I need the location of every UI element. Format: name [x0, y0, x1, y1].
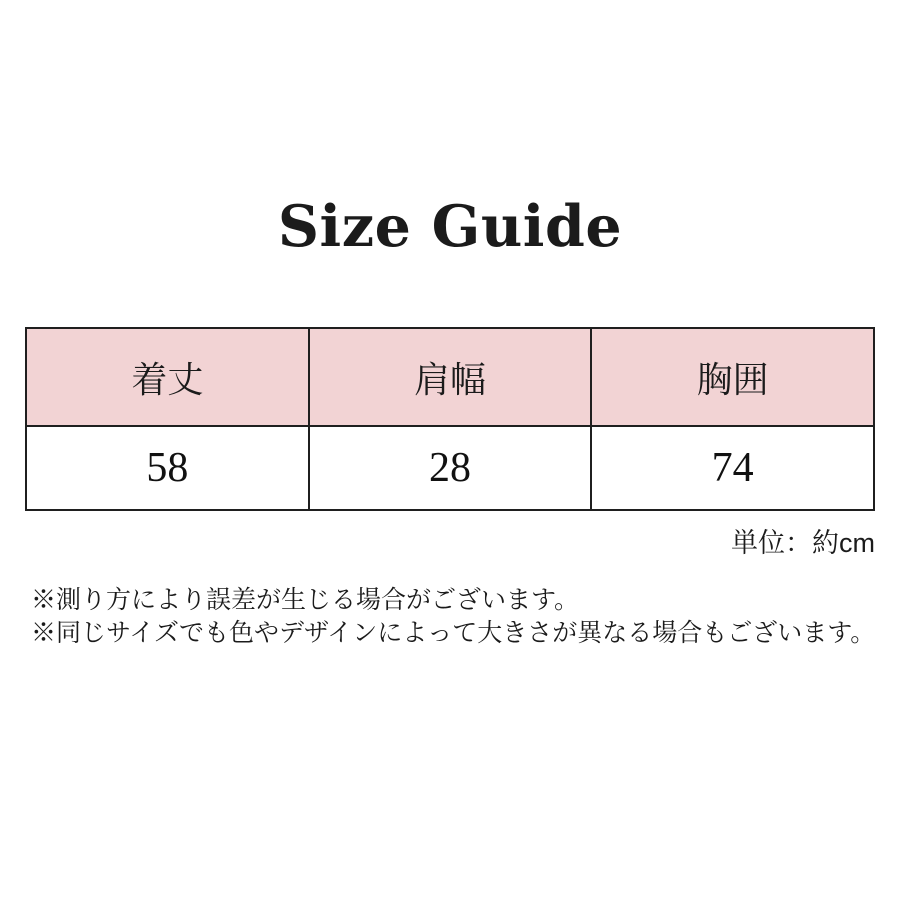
value-cell-length: 58 [26, 426, 309, 510]
disclaimer-notes [31, 584, 875, 650]
size-guide-table [25, 327, 875, 511]
value-cell-chest: 74 [591, 426, 874, 510]
disclaimer-line-size-variation: ※同じサイズでも色やデザインによって大きさが異なる場合もございます。 [31, 619, 876, 647]
header-cell-length: 着丈 [26, 328, 309, 426]
header-cell-chest: 胸囲 [591, 328, 874, 426]
table-value-row [26, 426, 874, 510]
disclaimer-line-measurement: ※測り方により誤差が生じる場合がございます。 [31, 586, 580, 614]
header-cell-shoulder-width: 肩幅 [309, 328, 592, 426]
unit-note: 単位：約cm [731, 528, 875, 558]
value-cell-shoulder-width: 28 [309, 426, 592, 510]
table-header-row [26, 328, 874, 426]
page-title: Size Guide [277, 193, 623, 260]
